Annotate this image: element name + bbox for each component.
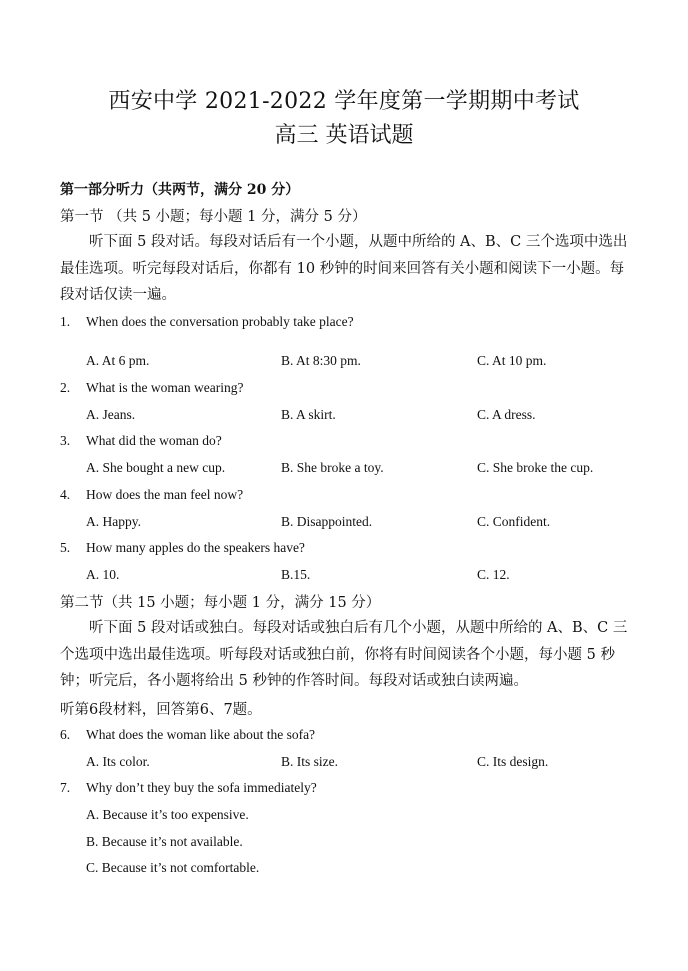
question-text: Why don’t they buy the sofa immediately? [86,780,317,795]
question-4 [60,487,243,503]
question-text: What is the woman wearing? [86,380,244,395]
question-number: 2. [60,380,71,395]
question-text: How many apples do the speakers have? [86,540,305,555]
question-number: 7. [60,780,71,795]
option-b: B. At 8:30 pm. [281,353,361,368]
option-c: C. Because it’s not comfortable. [86,860,260,875]
option-a: A. Happy. [86,514,141,529]
section2-instructions: 听下面 5 段对话或独白。每段对话或独白后有几个小题，从题中所给的 A、B、C 三个选项中选出最佳选项。听每段对话或独白前，你将有时间阅读各个小题，每小题 5 秒钟；听完后，各小题将给出 5 秒钟的作答时间。每段对话或独白读两遍。 [60,620,628,689]
option-c: C. 12. [477,567,510,582]
question-1 [60,314,354,330]
exam-title: 西安中学 2021-2022 学年度第一学期期中考试 [108,89,580,114]
option-b: B. A skirt. [281,407,336,422]
option-a: A. Jeans. [86,407,136,422]
part1-heading: 第一部分听力（共两节，满分 20 分） [60,182,300,198]
question-text: What did the woman do? [86,433,222,448]
section1-instructions: 听下面 5 段对话。每段对话后有一个小题，从题中所给的 A、B、C 三个选项中选出最佳选项。听完每段对话后，你都有 10 秒钟的时间来回答有关小题和阅读下一小题。每段对话仅读一遍。 [60,234,628,303]
option-a: A. She bought a new cup. [86,460,226,475]
question-number: 3. [60,433,71,448]
section2-heading: 第二节（共 15 小题；每小题 1 分，满分 15 分） [60,595,381,611]
option-b: B. Disappointed. [281,514,373,529]
question-7 [60,780,317,796]
question-text: What does the woman like about the sofa? [86,727,316,742]
exam-subtitle: 高三 英语试题 [274,123,414,148]
question-6 [60,727,315,743]
question-text: When does the conversation probably take place? [86,314,354,329]
question-text: How does the man feel now? [86,487,244,502]
option-c: C. A dress. [477,407,536,422]
option-c: C. At 10 pm. [477,353,547,368]
section1-heading: 第一节 （共 5 小题；每小题 1 分，满分 5 分） [60,209,367,225]
option-a: A. Because it’s too expensive. [86,807,249,822]
question-5 [60,540,305,556]
option-b: B. Because it’s not available. [86,834,243,849]
option-a: A. 10. [86,567,120,582]
question-2 [60,380,243,396]
option-a: A. At 6 pm. [86,353,150,368]
option-c: C. Its design. [477,754,549,769]
question-number: 1. [60,314,71,329]
question-number: 5. [60,540,71,555]
option-b: B. Its size. [281,754,338,769]
question-number: 6. [60,727,71,742]
option-c: C. Confident. [477,514,551,529]
question-3 [60,433,222,449]
option-b: B. She broke a toy. [281,460,384,475]
option-a: A. Its color. [86,754,150,769]
option-c: C. She broke the cup. [477,460,594,475]
question-number: 4. [60,487,71,502]
material-note: 听第6段材料，回答第6、7题。 [60,702,262,718]
option-b: B.15. [281,567,311,582]
